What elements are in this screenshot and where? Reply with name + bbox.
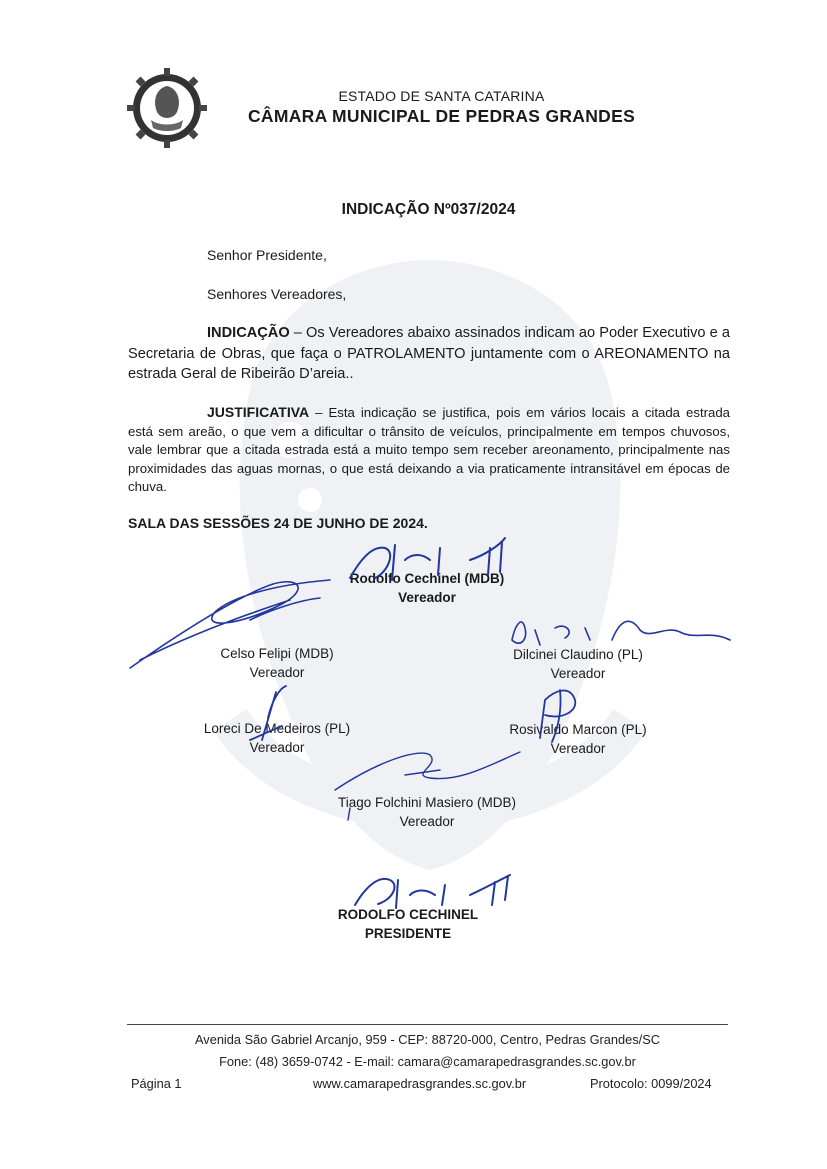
signature-dilcinei <box>512 621 730 645</box>
signature-loreci <box>250 686 286 740</box>
indicacao-label: INDICAÇÃO <box>207 325 290 341</box>
justificativa-text: – Esta indicação se justifica, pois em vários locais a citada estrada está sem areão, o que vem a dificultar o trânsito de veículos, principalmente em tempos chuvosos, vale lembrar que a citada estrada está a muito tempo sem receber areonamento, principalmente nas proximidades das aguas mornas, o que está deixando a via praticamente intransitável em épocas de chuva. <box>128 405 730 494</box>
signatory-role: Vereador <box>550 665 606 681</box>
state-name: ESTADO DE SANTA CATARINA <box>338 88 545 104</box>
signatory-name: Rosivaldo Marcon (PL) <box>509 722 647 737</box>
footer-divider <box>127 1024 728 1025</box>
document-title: INDICAÇÃO Nº037/2024 <box>341 201 516 218</box>
president-name: RODOLFO CECHINEL <box>337 907 479 922</box>
footer-contact: Fone: (48) 3659-0742 - E-mail: camara@camarapedrasgrandes.sc.gov.br <box>219 1054 636 1069</box>
signature-tiago <box>335 752 520 820</box>
salutation-president: Senhor Presidente, <box>207 247 327 263</box>
session-date: SALA DAS SESSÕES 24 DE JUNHO DE 2024. <box>128 515 428 531</box>
president-role: PRESIDENTE <box>364 925 452 941</box>
signatory-role: Vereador <box>249 739 305 755</box>
footer-page-number: Página 1 <box>131 1076 182 1091</box>
signature-president <box>355 875 510 908</box>
footer-website[interactable]: www.camarapedrasgrandes.sc.gov.br <box>313 1076 527 1091</box>
signatory-name: Tiago Folchini Masiero (MDB) <box>337 795 517 810</box>
signatory-name: Rodolfo Cechinel (MDB) <box>349 571 505 586</box>
footer-address: Avenida São Gabriel Arcanjo, 959 - CEP: 88720-000, Centro, Pedras Grandes/SC <box>195 1032 660 1047</box>
footer-protocol: Protocolo: 0099/2024 <box>590 1076 712 1091</box>
signatory-name: Dilcinei Claudino (PL) <box>513 647 643 662</box>
signatory-role: Vereador <box>398 589 456 605</box>
salutation-councillors: Senhores Vereadores, <box>207 286 347 302</box>
signatory-name: Loreci De Medeiros (PL) <box>203 721 351 736</box>
signature-rosivaldo <box>540 690 575 742</box>
chamber-name: CÂMARA MUNICIPAL DE PEDRAS GRANDES <box>247 106 636 126</box>
signatory-role: Vereador <box>399 813 455 829</box>
justificativa-label: JUSTIFICATIVA <box>207 404 310 420</box>
signature-celso <box>130 580 330 668</box>
signature-rodolfo <box>350 538 505 580</box>
signatory-role: Vereador <box>550 740 606 756</box>
signatory-name: Celso Felipi (MDB) <box>220 646 334 661</box>
indicacao-text: – Os Vereadores abaixo assinados indicam ao Poder Executivo e a Secretaria de Obras, que faça o PATROLAMENTO juntamente com o AREONAMENTO na estrada Geral de Ribeirão D’areia.. <box>128 325 730 382</box>
signatory-role: Vereador <box>249 664 305 680</box>
